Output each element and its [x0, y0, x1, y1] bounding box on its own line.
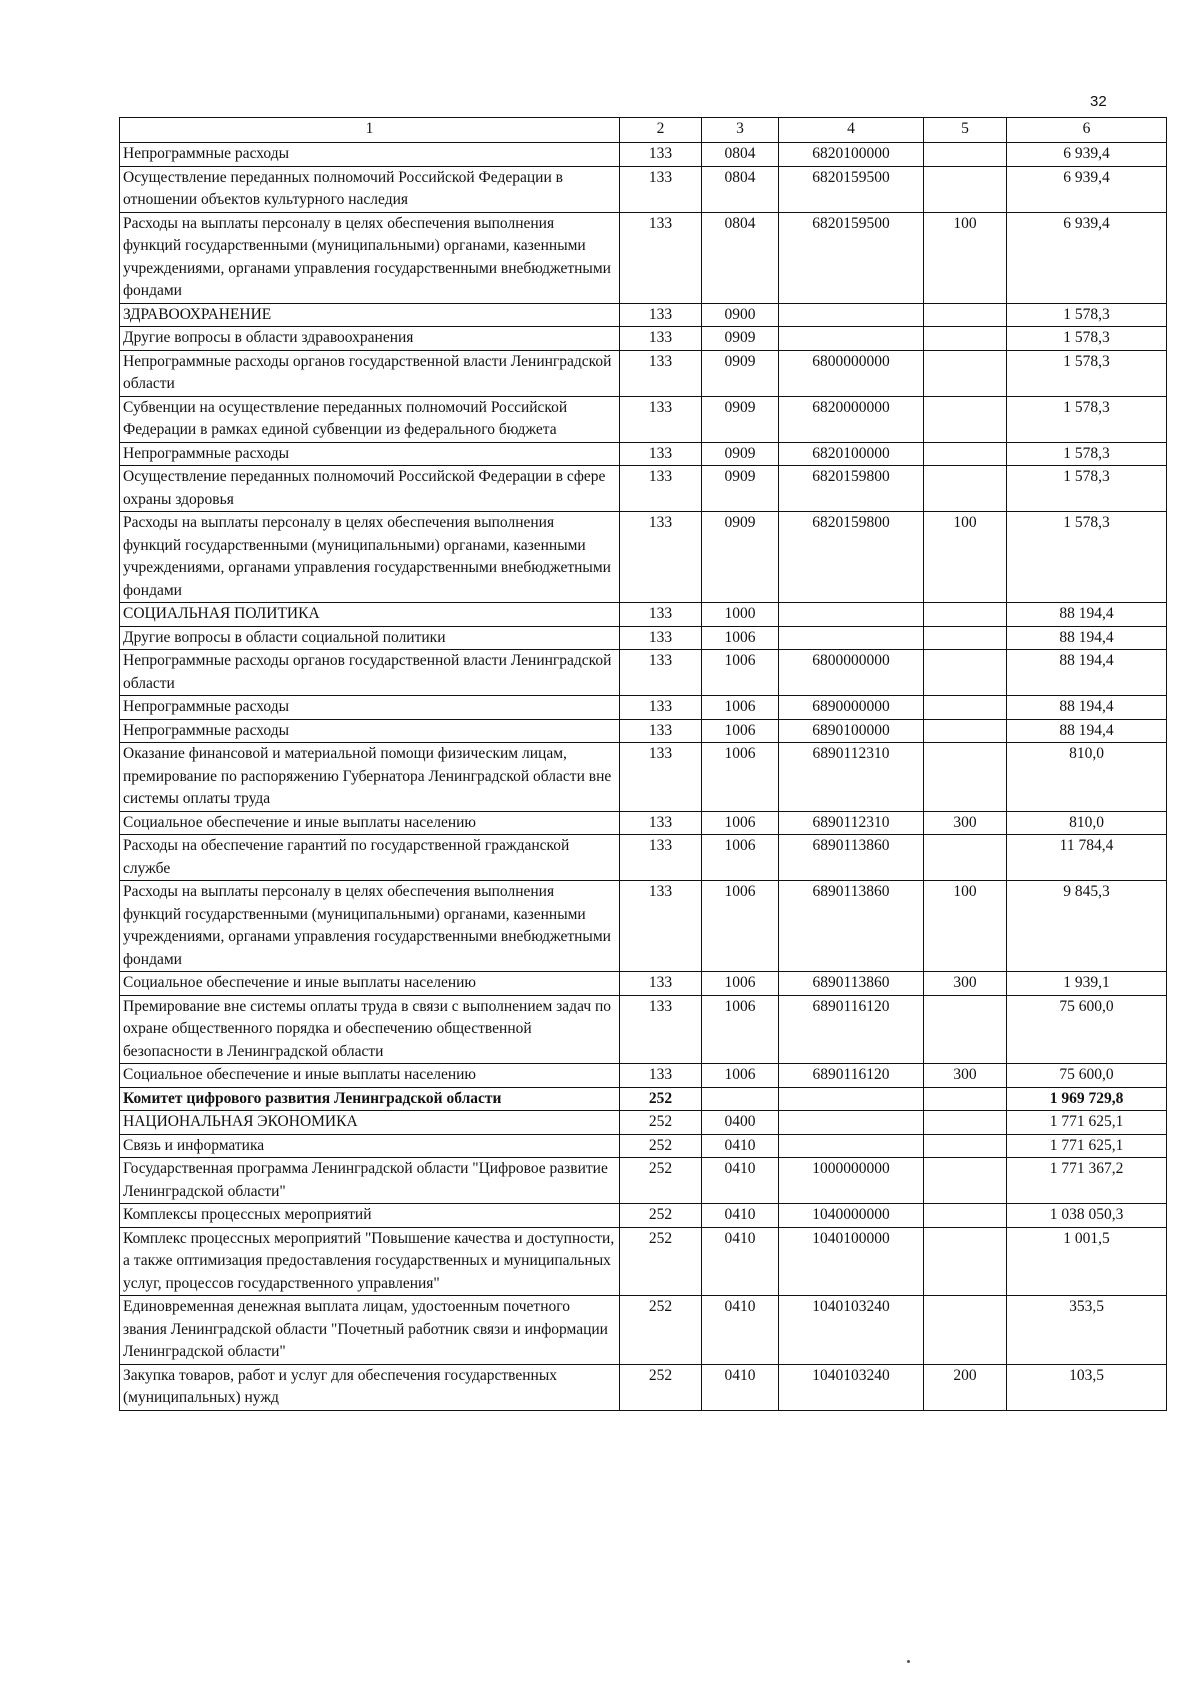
- row-name-cell: Непрограммные расходы: [120, 143, 620, 167]
- row-name-cell: Комитет цифрового развития Ленинградской области: [120, 1087, 620, 1111]
- row-name-cell: Непрограммные расходы: [120, 696, 620, 720]
- table-row: [120, 466, 1167, 512]
- row-target-cell: 6890116120: [779, 995, 924, 1064]
- row-type-cell: [924, 442, 1007, 466]
- row-section-cell: 0410: [702, 1364, 779, 1410]
- row-grbs-cell: 133: [620, 881, 702, 972]
- row-sum-cell: 6 939,4: [1007, 166, 1167, 212]
- row-section-cell: 0804: [702, 166, 779, 212]
- row-name-cell: Комплексы процессных мероприятий: [120, 1204, 620, 1228]
- row-section-cell: 0410: [702, 1227, 779, 1296]
- row-sum-cell: 353,5: [1007, 1296, 1167, 1365]
- table-row: [120, 1227, 1167, 1296]
- row-section-cell: 1006: [702, 972, 779, 996]
- row-type-cell: [924, 327, 1007, 351]
- row-sum-cell: 1 578,3: [1007, 442, 1167, 466]
- row-name-cell: Расходы на обеспечение гарантий по государственной гражданской службе: [120, 835, 620, 881]
- row-target-cell: [779, 1134, 924, 1158]
- column-header: 5: [924, 118, 1007, 143]
- row-grbs-cell: 133: [620, 166, 702, 212]
- row-section-cell: 0410: [702, 1204, 779, 1228]
- table-row: [120, 719, 1167, 743]
- table-row: [120, 303, 1167, 327]
- table-row: [120, 603, 1167, 627]
- table-row: [120, 396, 1167, 442]
- row-target-cell: [779, 1111, 924, 1135]
- row-grbs-cell: 133: [620, 650, 702, 696]
- row-name-cell: Расходы на выплаты персоналу в целях обеспечения выполнения функций государственными (муниципальными) органами, казенными учреждениями, органами управления государственными внебюджетными фондами: [120, 512, 620, 603]
- row-section-cell: 0410: [702, 1134, 779, 1158]
- table-row: [120, 743, 1167, 812]
- column-header: 1: [120, 118, 620, 143]
- row-target-cell: [779, 327, 924, 351]
- row-section-cell: 0900: [702, 303, 779, 327]
- row-grbs-cell: 133: [620, 835, 702, 881]
- row-grbs-cell: 133: [620, 995, 702, 1064]
- row-sum-cell: 1 771 625,1: [1007, 1111, 1167, 1135]
- row-grbs-cell: 133: [620, 466, 702, 512]
- row-type-cell: 300: [924, 972, 1007, 996]
- row-name-cell: ЗДРАВООХРАНЕНИЕ: [120, 303, 620, 327]
- row-sum-cell: 1 578,3: [1007, 466, 1167, 512]
- row-name-cell: Оказание финансовой и материальной помощи физическим лицам, премирование по распоряжению Губернатора Ленинградской области вне системы оплаты труда: [120, 743, 620, 812]
- table-row: [120, 143, 1167, 167]
- row-sum-cell: 103,5: [1007, 1364, 1167, 1410]
- page-number: 32: [1090, 93, 1107, 110]
- row-target-cell: 6890100000: [779, 719, 924, 743]
- row-target-cell: [779, 1087, 924, 1111]
- row-name-cell: Непрограммные расходы: [120, 442, 620, 466]
- table-row: [120, 650, 1167, 696]
- row-type-cell: [924, 1158, 1007, 1204]
- row-grbs-cell: 252: [620, 1364, 702, 1410]
- row-name-cell: Социальное обеспечение и иные выплаты населению: [120, 811, 620, 835]
- row-grbs-cell: 133: [620, 626, 702, 650]
- row-target-cell: 6890113860: [779, 972, 924, 996]
- row-name-cell: Субвенции на осуществление переданных полномочий Российской Федерации в рамках единой субвенции из федерального бюджета: [120, 396, 620, 442]
- row-section-cell: [702, 1087, 779, 1111]
- row-target-cell: 6820000000: [779, 396, 924, 442]
- row-grbs-cell: 252: [620, 1087, 702, 1111]
- row-type-cell: [924, 1204, 1007, 1228]
- row-name-cell: СОЦИАЛЬНАЯ ПОЛИТИКА: [120, 603, 620, 627]
- budget-table: [119, 117, 1167, 1411]
- table-row: [120, 1204, 1167, 1228]
- row-type-cell: [924, 603, 1007, 627]
- row-sum-cell: 1 578,3: [1007, 512, 1167, 603]
- row-type-cell: [924, 626, 1007, 650]
- row-name-cell: НАЦИОНАЛЬНАЯ ЭКОНОМИКА: [120, 1111, 620, 1135]
- table-row: [120, 1064, 1167, 1088]
- row-name-cell: Премирование вне системы оплаты труда в связи с выполнением задач по охране общественного порядка и обеспечению общественной безопасности в Ленинградской области: [120, 995, 620, 1064]
- row-section-cell: 1006: [702, 1064, 779, 1088]
- row-name-cell: Другие вопросы в области здравоохранения: [120, 327, 620, 351]
- row-target-cell: 6820159800: [779, 466, 924, 512]
- row-target-cell: 6800000000: [779, 650, 924, 696]
- row-name-cell: Осуществление переданных полномочий Российской Федерации в сфере охраны здоровья: [120, 466, 620, 512]
- row-target-cell: 6890112310: [779, 743, 924, 812]
- row-section-cell: 1000: [702, 603, 779, 627]
- row-grbs-cell: 133: [620, 327, 702, 351]
- row-section-cell: 1006: [702, 650, 779, 696]
- row-name-cell: Непрограммные расходы органов государственной власти Ленинградской области: [120, 650, 620, 696]
- row-sum-cell: 88 194,4: [1007, 650, 1167, 696]
- row-sum-cell: 1 578,3: [1007, 327, 1167, 351]
- row-section-cell: 1006: [702, 995, 779, 1064]
- row-type-cell: [924, 1134, 1007, 1158]
- row-grbs-cell: 252: [620, 1134, 702, 1158]
- row-grbs-cell: 252: [620, 1227, 702, 1296]
- row-sum-cell: 75 600,0: [1007, 1064, 1167, 1088]
- row-section-cell: 1006: [702, 743, 779, 812]
- row-sum-cell: 6 939,4: [1007, 212, 1167, 303]
- row-type-cell: [924, 719, 1007, 743]
- row-type-cell: [924, 696, 1007, 720]
- row-section-cell: 0909: [702, 512, 779, 603]
- row-target-cell: 6890113860: [779, 881, 924, 972]
- row-target-cell: 6820159500: [779, 166, 924, 212]
- row-type-cell: [924, 743, 1007, 812]
- row-grbs-cell: 133: [620, 972, 702, 996]
- row-sum-cell: 810,0: [1007, 811, 1167, 835]
- row-target-cell: 6820100000: [779, 143, 924, 167]
- row-sum-cell: 88 194,4: [1007, 696, 1167, 720]
- row-grbs-cell: 252: [620, 1158, 702, 1204]
- row-grbs-cell: 133: [620, 396, 702, 442]
- row-name-cell: Расходы на выплаты персоналу в целях обеспечения выполнения функций государственными (муниципальными) органами, казенными учреждениями, органами управления государственными внебюджетными фондами: [120, 881, 620, 972]
- row-target-cell: 6820100000: [779, 442, 924, 466]
- table-header-row: [120, 118, 1167, 143]
- row-type-cell: [924, 166, 1007, 212]
- row-grbs-cell: 133: [620, 212, 702, 303]
- row-target-cell: 1040103240: [779, 1296, 924, 1365]
- row-sum-cell: 1 939,1: [1007, 972, 1167, 996]
- row-sum-cell: 6 939,4: [1007, 143, 1167, 167]
- scan-speck: [907, 1660, 910, 1663]
- row-target-cell: 1040103240: [779, 1364, 924, 1410]
- row-grbs-cell: 133: [620, 603, 702, 627]
- table-row: [120, 972, 1167, 996]
- row-sum-cell: 810,0: [1007, 743, 1167, 812]
- row-type-cell: 100: [924, 212, 1007, 303]
- row-grbs-cell: 133: [620, 512, 702, 603]
- table-row: [120, 1087, 1167, 1111]
- row-name-cell: Единовременная денежная выплата лицам, удостоенным почетного звания Ленинградской области "Почетный работник связи и информации Ленинградской области": [120, 1296, 620, 1365]
- row-target-cell: 6820159500: [779, 212, 924, 303]
- row-type-cell: [924, 303, 1007, 327]
- row-section-cell: 0400: [702, 1111, 779, 1135]
- row-type-cell: [924, 143, 1007, 167]
- row-sum-cell: 9 845,3: [1007, 881, 1167, 972]
- table-row: [120, 350, 1167, 396]
- row-sum-cell: 88 194,4: [1007, 626, 1167, 650]
- row-sum-cell: 1 578,3: [1007, 396, 1167, 442]
- row-type-cell: [924, 650, 1007, 696]
- table-row: [120, 1364, 1167, 1410]
- table-row: [120, 166, 1167, 212]
- row-type-cell: [924, 466, 1007, 512]
- table-row: [120, 1296, 1167, 1365]
- row-type-cell: 200: [924, 1364, 1007, 1410]
- row-grbs-cell: 133: [620, 143, 702, 167]
- row-type-cell: [924, 1087, 1007, 1111]
- row-section-cell: 0410: [702, 1296, 779, 1365]
- row-section-cell: 1006: [702, 835, 779, 881]
- row-target-cell: 6890113860: [779, 835, 924, 881]
- row-sum-cell: 1 969 729,8: [1007, 1087, 1167, 1111]
- row-section-cell: 1006: [702, 719, 779, 743]
- row-sum-cell: 1 578,3: [1007, 303, 1167, 327]
- row-name-cell: Закупка товаров, работ и услуг для обеспечения государственных (муниципальных) нужд: [120, 1364, 620, 1410]
- row-section-cell: 1006: [702, 696, 779, 720]
- row-grbs-cell: 133: [620, 350, 702, 396]
- row-sum-cell: 11 784,4: [1007, 835, 1167, 881]
- row-target-cell: 6890112310: [779, 811, 924, 835]
- row-grbs-cell: 133: [620, 1064, 702, 1088]
- row-section-cell: 0410: [702, 1158, 779, 1204]
- row-grbs-cell: 252: [620, 1111, 702, 1135]
- table-row: [120, 512, 1167, 603]
- row-type-cell: 100: [924, 881, 1007, 972]
- row-target-cell: 1040000000: [779, 1204, 924, 1228]
- row-section-cell: 0804: [702, 212, 779, 303]
- row-sum-cell: 1 771 367,2: [1007, 1158, 1167, 1204]
- column-header: 3: [702, 118, 779, 143]
- row-grbs-cell: 133: [620, 696, 702, 720]
- row-name-cell: Непрограммные расходы: [120, 719, 620, 743]
- row-target-cell: 1040100000: [779, 1227, 924, 1296]
- row-target-cell: 6890116120: [779, 1064, 924, 1088]
- table-row: [120, 442, 1167, 466]
- row-target-cell: 6890000000: [779, 696, 924, 720]
- row-grbs-cell: 133: [620, 303, 702, 327]
- row-section-cell: 0909: [702, 396, 779, 442]
- row-name-cell: Комплекс процессных мероприятий "Повышение качества и доступности, а также оптимизация предоставления государственных и муниципальных услуг, процессов государственного управления": [120, 1227, 620, 1296]
- column-header: 2: [620, 118, 702, 143]
- row-type-cell: 300: [924, 1064, 1007, 1088]
- row-name-cell: Расходы на выплаты персоналу в целях обеспечения выполнения функций государственными (муниципальными) органами, казенными учреждениями, органами управления государственными внебюджетными фондами: [120, 212, 620, 303]
- table-row: [120, 1111, 1167, 1135]
- column-header: 6: [1007, 118, 1167, 143]
- row-type-cell: 300: [924, 811, 1007, 835]
- row-type-cell: [924, 995, 1007, 1064]
- table-row: [120, 1158, 1167, 1204]
- row-section-cell: 1006: [702, 811, 779, 835]
- row-name-cell: Непрограммные расходы органов государственной власти Ленинградской области: [120, 350, 620, 396]
- row-section-cell: 0909: [702, 442, 779, 466]
- row-section-cell: 0909: [702, 350, 779, 396]
- row-target-cell: [779, 303, 924, 327]
- row-name-cell: Государственная программа Ленинградской области "Цифровое развитие Ленинградской области": [120, 1158, 620, 1204]
- table-row: [120, 835, 1167, 881]
- table-row: [120, 995, 1167, 1064]
- row-sum-cell: 88 194,4: [1007, 603, 1167, 627]
- row-grbs-cell: 133: [620, 442, 702, 466]
- row-name-cell: Социальное обеспечение и иные выплаты населению: [120, 1064, 620, 1088]
- row-section-cell: 0909: [702, 327, 779, 351]
- table-row: [120, 626, 1167, 650]
- row-section-cell: 0804: [702, 143, 779, 167]
- row-sum-cell: 88 194,4: [1007, 719, 1167, 743]
- row-type-cell: 100: [924, 512, 1007, 603]
- row-section-cell: 1006: [702, 881, 779, 972]
- table-body: [120, 143, 1167, 1411]
- row-target-cell: [779, 626, 924, 650]
- row-section-cell: 0909: [702, 466, 779, 512]
- row-sum-cell: 1 001,5: [1007, 1227, 1167, 1296]
- row-sum-cell: 1 771 625,1: [1007, 1134, 1167, 1158]
- table-row: [120, 811, 1167, 835]
- row-name-cell: Другие вопросы в области социальной политики: [120, 626, 620, 650]
- row-name-cell: Социальное обеспечение и иные выплаты населению: [120, 972, 620, 996]
- row-type-cell: [924, 1111, 1007, 1135]
- row-sum-cell: 75 600,0: [1007, 995, 1167, 1064]
- table-row: [120, 696, 1167, 720]
- table-row: [120, 212, 1167, 303]
- row-sum-cell: 1 578,3: [1007, 350, 1167, 396]
- row-type-cell: [924, 835, 1007, 881]
- column-header: 4: [779, 118, 924, 143]
- row-section-cell: 1006: [702, 626, 779, 650]
- row-grbs-cell: 133: [620, 719, 702, 743]
- row-type-cell: [924, 1296, 1007, 1365]
- row-grbs-cell: 252: [620, 1204, 702, 1228]
- row-target-cell: [779, 603, 924, 627]
- row-grbs-cell: 133: [620, 811, 702, 835]
- row-grbs-cell: 252: [620, 1296, 702, 1365]
- row-target-cell: 6800000000: [779, 350, 924, 396]
- table-row: [120, 881, 1167, 972]
- table-row: [120, 327, 1167, 351]
- row-grbs-cell: 133: [620, 743, 702, 812]
- row-name-cell: Связь и информатика: [120, 1134, 620, 1158]
- row-type-cell: [924, 350, 1007, 396]
- table-row: [120, 1134, 1167, 1158]
- row-sum-cell: 1 038 050,3: [1007, 1204, 1167, 1228]
- row-target-cell: 6820159800: [779, 512, 924, 603]
- row-type-cell: [924, 1227, 1007, 1296]
- row-target-cell: 1000000000: [779, 1158, 924, 1204]
- row-name-cell: Осуществление переданных полномочий Российской Федерации в отношении объектов культурного наследия: [120, 166, 620, 212]
- row-type-cell: [924, 396, 1007, 442]
